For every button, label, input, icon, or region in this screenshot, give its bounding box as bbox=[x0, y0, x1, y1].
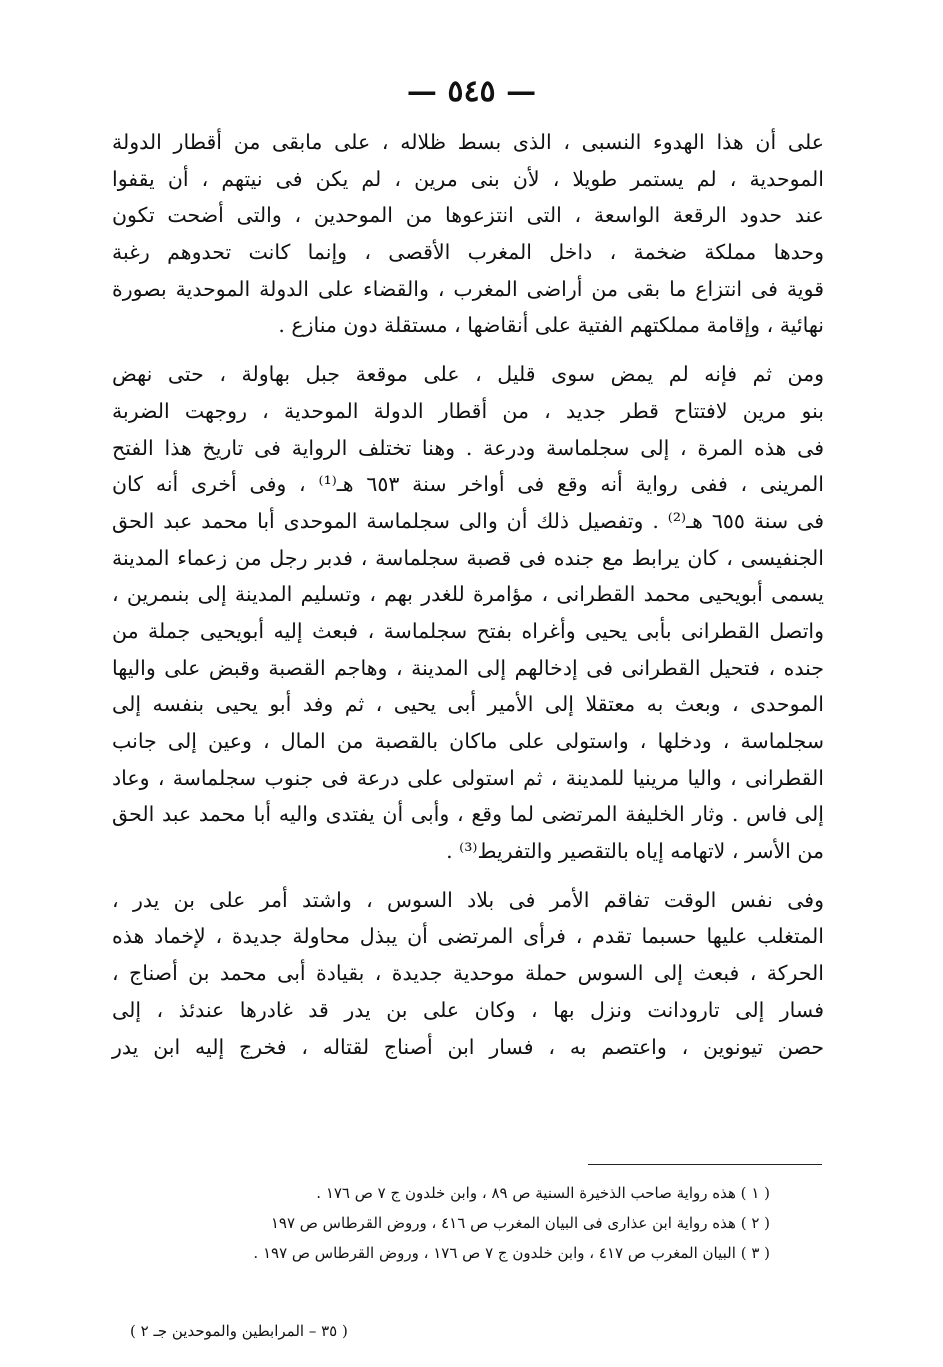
text-line: الموحدية ، لم يستمر طويلا ، لأن بنى مرين ، لم يكن فى نيتهم ، أن يقفوا bbox=[112, 166, 824, 191]
text-line: فسار إلى تارودانت ونزل بها ، وكان على بن يدر قد غادرها عندئذ ، إلى bbox=[112, 997, 824, 1022]
text-line: فى هذه المرة ، إلى سجلماسة ودرعة . وهنا تختلف الرواية فى تاريخ هذا الفتح bbox=[112, 435, 824, 460]
footnote-2: ( ٢ ) هذه رواية ابن عذارى فى البيان المغرب ص ٤١٦ ، وروض القرطاس ص ١٩٧ bbox=[270, 1214, 770, 1232]
footnotes bbox=[170, 1178, 770, 1268]
text-line: نهائية ، وإقامة مملكتهم الفتية على أنقاضها ، مستقلة دون منازع . bbox=[278, 313, 824, 338]
text-line: من الأسر ، لاتهامه إياه بالتقصير والتفريط⁽³⁾ . bbox=[446, 839, 824, 864]
body-text bbox=[112, 124, 824, 1065]
text-line: فى سنة ٦٥٥ هـ⁽²⁾ . وتفصيل ذلك أن والى سجلماسة الموحدى أبا محمد عبد الحق bbox=[112, 508, 824, 533]
text-line: سجلماسة ، ودخلها ، واستولى على ماكان بالقصبة من المال ، وعين إلى جانب bbox=[112, 729, 824, 753]
text-line: الحركة ، فبعث إلى السوس حملة موحدية جديدة ، بقيادة أبى محمد بن أصناج ، bbox=[112, 961, 824, 986]
signature-footer: ( ٣٥ – المرابطين والموحدين جـ ٢ ) bbox=[130, 1322, 348, 1340]
paragraph-3 bbox=[112, 882, 824, 1065]
text-line: الجنفيسى ، كان يرابط مع جنده فى قصبة سجلماسة ، فدبر رجل من زعماء المدينة bbox=[112, 545, 824, 570]
footnote-1: ( ١ ) هذه رواية صاحب الذخيرة السنية ص ٨٩ ، وابن خلدون ج ٧ ص ١٧٦ . bbox=[316, 1184, 770, 1202]
footnote-3: ( ٣ ) البيان المغرب ص ٤١٧ ، وابن خلدون ج ٧ ص ١٧٦ ، وروض القرطاس ص ١٩٧ . bbox=[253, 1244, 770, 1262]
text-line: قوية فى انتزاع ما بقى من أراضى المغرب ، والقضاء على الدولة الموحدية بصورة bbox=[112, 276, 824, 301]
text-line: حصن تيونوين ، واعتصم به ، فسار ابن أصناج لقتاله ، فخرج إليه ابن يدر bbox=[112, 1034, 824, 1059]
text-line: على أن هذا الهدوء النسبى ، الذى بسط ظلاله ، على مابقى من أقطار الدولة bbox=[112, 130, 824, 154]
paragraph-1 bbox=[112, 124, 824, 344]
text-line: وفى نفس الوقت تفاقم الأمر فى بلاد السوس ، واشتد أمر على بن يدر ، bbox=[112, 887, 824, 912]
text-line: المتغلب عليها حسبما تقدم ، فرأى المرتضى أن يبذل محاولة جديدة ، لإخماد هذه bbox=[112, 924, 824, 949]
text-line: واتصل القطرانى بأبى يحيى وأغراه بفتح سجلماسة ، فبعث إليه أبويحيى جملة من bbox=[112, 618, 824, 643]
text-line: يسمى أبويحيى محمد القطرانى ، مؤامرة للغدر بهم ، وتسليم المدينة إلى بنىمرين ، bbox=[112, 582, 824, 607]
text-line: ومن ثم فإنه لم يمض سوى قليل ، على موقعة جبل بهاولة ، حتى نهض bbox=[112, 362, 824, 387]
text-line: بنو مرين لافتتاح قطر جديد ، من أقطار الدولة الموحدية ، روجهت الضربة bbox=[112, 398, 824, 423]
text-line: جنده ، فتحيل القطرانى فى إدخالهم إلى المدينة ، وهاجم القصبة وقبض على واليها bbox=[112, 655, 824, 680]
text-line: الموحدى ، وبعث به معتقلا إلى الأمير أبى يحيى ، ثم وفد أبو يحيى بنفسه إلى bbox=[112, 692, 824, 717]
text-line: وحدها مملكة ضخمة ، داخل المغرب الأقصى ، وإنما كانت تحدوهم رغبة bbox=[112, 240, 824, 265]
text-line: عند حدود الرقعة الواسعة ، التى انتزعوها من الموحدين ، والتى أضحت تكون bbox=[112, 203, 824, 228]
footnote-divider bbox=[588, 1164, 822, 1165]
text-line: المرينى ، ففى رواية أنه وقع فى أواخر سنة ٦٥٣ هـ⁽¹⁾ ، وفى أخرى أنه كان bbox=[112, 472, 824, 497]
text-line: إلى فاس . وثار الخليفة المرتضى لما وقع ، وأبى أن يفتدى واليه أبا محمد عبد الحق bbox=[112, 802, 824, 827]
page-number: — ٥٤٥ — bbox=[406, 74, 537, 109]
text-line: القطرانى ، واليا مرينيا للمدينة ، ثم استولى على درعة فى جنوب سجلماسة ، وعاد bbox=[112, 765, 824, 790]
paragraph-2 bbox=[112, 356, 824, 870]
